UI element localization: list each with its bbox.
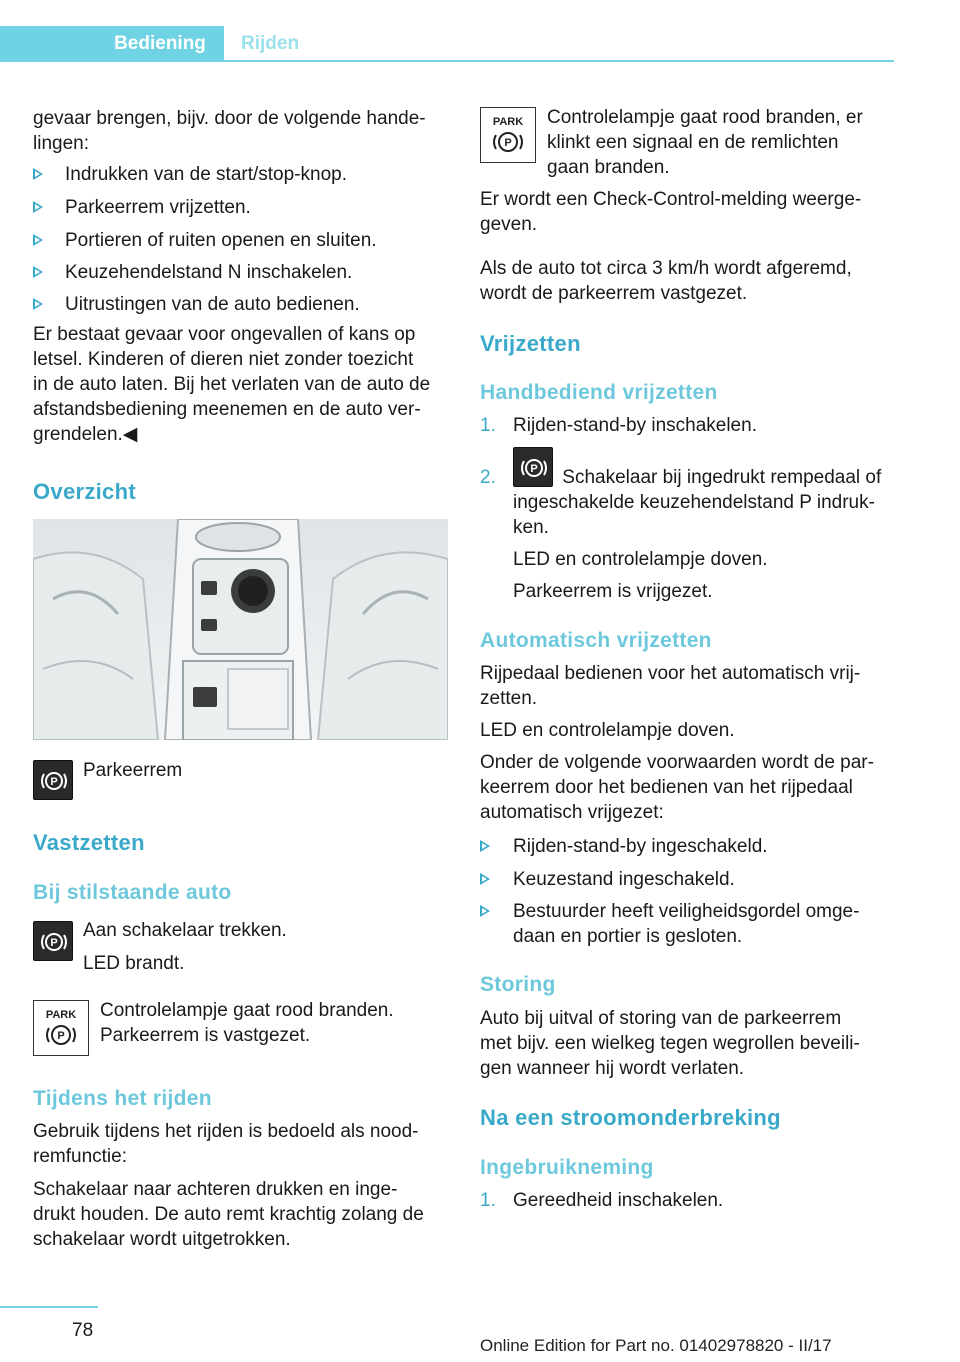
footer-rule [0, 1306, 98, 1308]
park-label: PARK [492, 116, 524, 128]
parking-brake-switch-icon [33, 921, 73, 961]
step-text: Schakelaar bij ingedrukt rempedaal of [557, 467, 882, 488]
heading-storing: Storing [480, 973, 556, 996]
tab-bediening[interactable] [96, 26, 224, 61]
auto-p1: Rijpedaal bedienen voor het automatisch vrij- zetten. [480, 663, 861, 709]
p-letter: P [57, 1030, 65, 1042]
tijdens-p1: Gebruik tijdens het rijden is bedoeld als nood- remfunctie: [33, 1121, 419, 1167]
bullet-arrow-icon [33, 298, 43, 310]
p-letter: P [50, 776, 58, 788]
heading-tijdens: Tijdens het rijden [33, 1087, 212, 1110]
storing-text: Auto bij uitval of storing van de parkeerrem met bijv. een wielkeg tegen wegrollen beveili- gen wanneer hij wordt verlaten. [480, 1008, 860, 1079]
step-result: LED en controlelampje doven. [513, 549, 768, 570]
park-warning-lamp-icon [480, 107, 536, 163]
p-letter: P [530, 463, 538, 475]
heading-ingebruikneming: Ingebruikneming [480, 1156, 654, 1179]
heading-vrijzetten: Vrijzetten [480, 331, 581, 356]
list-item: Bestuurder heeft veiligheidsgordel omge- daan en portier is gesloten. [513, 901, 860, 947]
console-photo [33, 519, 448, 740]
heading-handbediend: Handbediend vrijzetten [480, 381, 718, 404]
heading-overzicht: Overzicht [33, 479, 136, 504]
list-item: Rijden-stand-by ingeschakeld. [513, 836, 768, 857]
bullet-arrow-icon [33, 234, 43, 246]
step-text: Rijden-stand-by inschakelen. [513, 415, 757, 436]
p-letter: P [504, 137, 512, 149]
list-item: Indrukken van de start/stop-knop. [65, 164, 347, 185]
speed-text: Als de auto tot circa 3 km/h wordt afgeremd, wordt de parkeerrem vastgezet. [480, 258, 852, 304]
tab-rijden[interactable] [241, 26, 299, 61]
bullet-arrow-icon [33, 168, 43, 180]
step-text-cont: ingeschakelde keuzehendelstand P indruk- ken. [513, 492, 875, 538]
heading-stroomonderbreking: Na een stroomonderbreking [480, 1105, 781, 1130]
park-text: Controlelampje gaat rood branden, er klinkt een signaal en de remlichten gaan branden. [547, 107, 863, 178]
page-number: 78 [72, 1320, 94, 1341]
parking-brake-switch-icon [33, 760, 73, 800]
auto-p2: LED en controlelampje doven. [480, 720, 735, 741]
park-label: PARK [45, 1009, 77, 1021]
bullet-arrow-icon [480, 873, 490, 885]
warning-text: Er bestaat gevaar voor ongevallen of kans op letsel. Kinderen of dieren niet zonder toezicht in de auto laten. Bij het verlaten van de auto de afstandsbediening meenemen en de auto ver- grendelen.◀ [33, 324, 431, 445]
heading-automatisch: Automatisch vrijzetten [480, 629, 712, 652]
stil-park-text: Controlelampje gaat rood branden. Parkeerrem is vastgezet. [100, 1000, 394, 1046]
edition-text: Online Edition for Part no. 01402978820 - II/17 [480, 1336, 832, 1355]
stil-line2: LED brandt. [83, 953, 185, 974]
intro-text: gevaar brengen, bijv. door de volgende hande- lingen: [33, 108, 426, 154]
list-item: Keuzehendelstand N inschakelen. [65, 262, 353, 283]
park-warning-lamp-icon [33, 1000, 89, 1056]
heading-stilstaand: Bij stilstaande auto [33, 881, 232, 904]
tab-bediening-label: Bediening [114, 33, 206, 54]
caption-parkeerrem: Parkeerrem [83, 760, 183, 781]
step-number: 1. [480, 415, 496, 436]
heading-vastzetten: Vastzetten [33, 830, 145, 855]
tijdens-p2: Schakelaar naar achteren drukken en inge- drukt houden. De auto remt krachtig zolang de schakelaar wordt uitgetrokken. [33, 1179, 424, 1250]
bullet-arrow-icon [480, 905, 490, 917]
list-item: Parkeerrem vrijzetten. [65, 197, 251, 218]
list-item: Uitrustingen van de auto bedienen. [65, 294, 360, 315]
bullet-arrow-icon [480, 840, 490, 852]
p-letter: P [50, 937, 58, 949]
step-result: Parkeerrem is vrijgezet. [513, 581, 713, 602]
tab-rijden-label: Rijden [241, 33, 300, 54]
list-item: Portieren of ruiten openen en sluiten. [65, 230, 377, 251]
stil-line1: Aan schakelaar trekken. [83, 920, 287, 941]
step-number: 1. [480, 1190, 496, 1211]
bullet-arrow-icon [33, 201, 43, 213]
list-item: Keuzestand ingeschakeld. [513, 869, 735, 890]
bullet-arrow-icon [33, 266, 43, 278]
check-control-text: Er wordt een Check-Control-melding weerge- geven. [480, 189, 862, 235]
auto-p3: Onder de volgende voorwaarden wordt de par- keerrem door het bedienen van het rijpedaal automatisch vrijgezet: [480, 752, 874, 823]
header-rule [0, 60, 894, 62]
step-text: Gereedheid inschakelen. [513, 1190, 724, 1211]
parking-brake-switch-icon [513, 447, 553, 487]
step-number: 2. [480, 467, 496, 488]
